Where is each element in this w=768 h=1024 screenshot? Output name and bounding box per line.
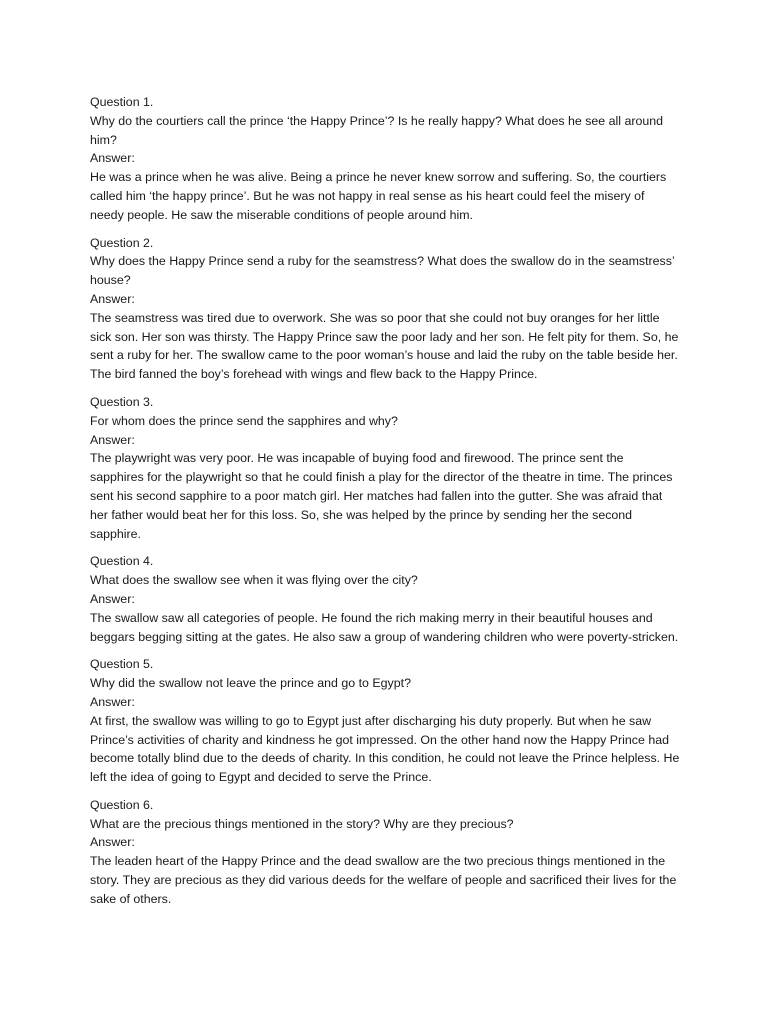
- answer-label: Answer:: [90, 591, 135, 606]
- answer-text: The seamstress was tired due to overwork. She was so poor that she could not buy oranges for her little sick son. Her son was thirsty. The Happy Prince saw the poor lady and her son. He felt pity for them. So, he sent a ruby for her. The swallow came to the poor woman’s house and laid the ruby on the table beside her. The bird fanned the boy’s forehead with wings and flew back to the Happy Prince.: [90, 310, 679, 382]
- answer-label: Answer:: [90, 432, 135, 447]
- question-label: Question 6.: [90, 797, 154, 812]
- answer-label: Answer:: [90, 694, 135, 709]
- qa-item-5: [90, 655, 680, 787]
- question-text: What does the swallow see when it was flying over the city?: [90, 573, 418, 588]
- qa-item-2: [90, 234, 680, 384]
- question-label: Question 1.: [90, 95, 154, 109]
- qa-item-6: [90, 796, 680, 909]
- question-label: Question 3.: [90, 394, 154, 409]
- answer-text: He was a prince when he was alive. Being a prince he never knew sorrow and suffering. So, the courtiers called him ‘the happy prince’. But he was not happy in real sense as his heart could feel the misery of needy people. He saw the miserable conditions of people around him.: [90, 170, 667, 222]
- answer-label: Answer:: [90, 151, 135, 166]
- document-page: [90, 93, 680, 918]
- question-label: Question 4.: [90, 554, 154, 569]
- answer-text: The playwright was very poor. He was incapable of buying food and firewood. The prince sent the sapphires for the playwright so that he could finish a play for the director of the theatre in time. The princes sent his second sapphire to a poor match girl. Her matches had fallen into the gutter. She was afraid that her father would beat her for this loss. So, she was helped by the prince by sending her the second sapphire.: [90, 451, 673, 541]
- answer-text: The swallow saw all categories of people. He found the rich making merry in their beautiful houses and beggars begging sitting at the gates. He also saw a group of wandering children who were poverty-stricken.: [90, 610, 679, 644]
- answer-text: The leaden heart of the Happy Prince and the dead swallow are the two precious things mentioned in the story. They are precious as they did various deeds for the welfare of people and sacrificed their lives for the sake of others.: [90, 854, 677, 906]
- answer-label: Answer:: [90, 835, 135, 850]
- answer-label: Answer:: [90, 291, 135, 306]
- question-text: What are the precious things mentioned in the story? Why are they precious?: [90, 816, 514, 831]
- question-text: Why did the swallow not leave the prince and go to Egypt?: [90, 676, 411, 691]
- question-text: Why do the courtiers call the prince ‘the Happy Prince’? Is he really happy? What does he see all around him?: [90, 113, 664, 147]
- qa-item-4: [90, 552, 680, 646]
- question-text: Why does the Happy Prince send a ruby for the seamstress? What does the swallow do in the seamstress’ house?: [90, 254, 675, 288]
- qa-item-1: [90, 93, 680, 225]
- question-label: Question 2.: [90, 235, 154, 250]
- qa-item-3: [90, 393, 680, 543]
- answer-text: At first, the swallow was willing to go to Egypt just after discharging his duty properly. But when he saw Prince’s activities of charity and kindness he got impressed. On the other hand now the Happy Prince had become totally blind due to the deeds of charity. In this condition, he could not leave the Prince helpless. He left the idea of going to Egypt and decided to serve the Prince.: [90, 713, 680, 785]
- question-label: Question 5.: [90, 657, 154, 672]
- question-text: For whom does the prince send the sapphires and why?: [90, 413, 398, 428]
